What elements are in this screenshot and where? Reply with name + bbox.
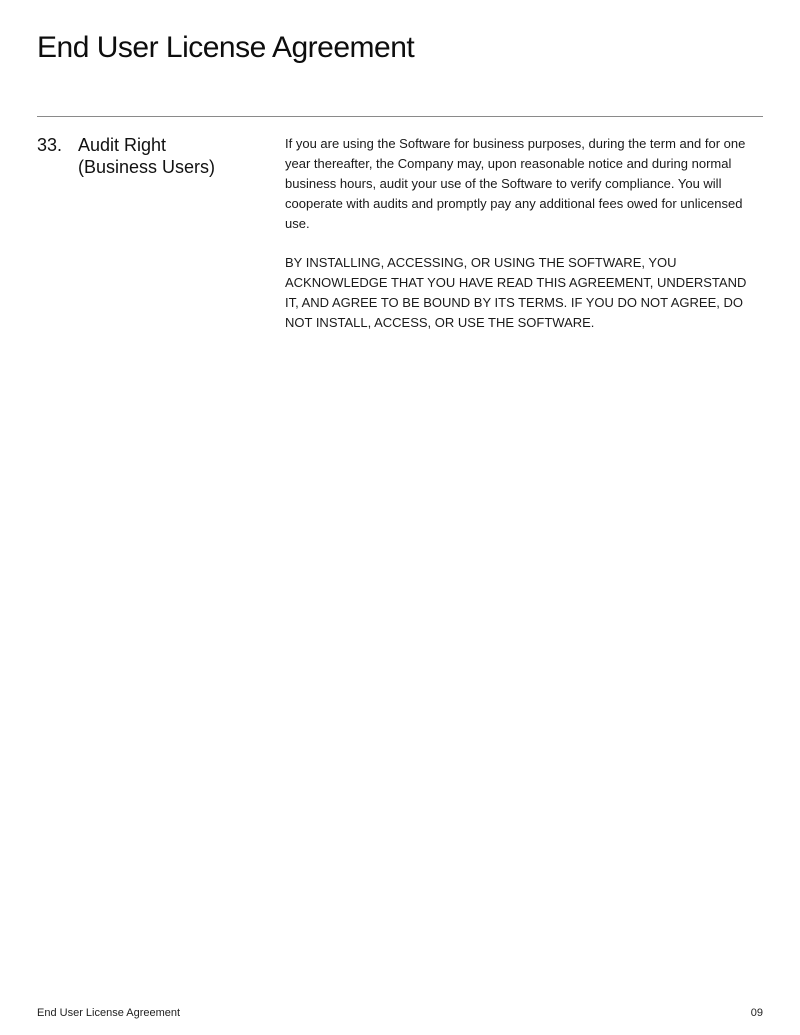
- header-divider: [37, 116, 763, 117]
- footer-page-number: 09: [750, 1007, 763, 1019]
- section-heading: [78, 134, 268, 178]
- section-paragraph-acknowledgement: BY INSTALLING, ACCESSING, OR USING THE SOFTWARE, YOU ACKNOWLEDGE THAT YOU HAVE READ THIS AGREEMENT, UNDERSTAND IT, AND AGREE TO BE BOUND BY ITS TERMS. IF YOU DO NOT AGREE, DO NOT INSTALL, ACCESS, OR USE THE SOFTWARE.: [285, 255, 747, 330]
- section-number: 33.: [37, 135, 63, 155]
- section-heading-line-2: (Business Users): [78, 157, 216, 177]
- section-body: [285, 134, 763, 352]
- footer-document-name: End User License Agreement: [37, 1007, 181, 1019]
- page-title: End User License Agreement: [37, 31, 415, 64]
- section-heading-line-1: Audit Right: [78, 135, 167, 155]
- section-paragraph-audit: If you are using the Software for business purposes, during the term and for one year thereafter, the Company may, upon reasonable notice and during normal business hours, audit your use of the Software to verify compliance. You will cooperate with audits and promptly pay any additional fees owed for unlicensed use.: [285, 136, 746, 231]
